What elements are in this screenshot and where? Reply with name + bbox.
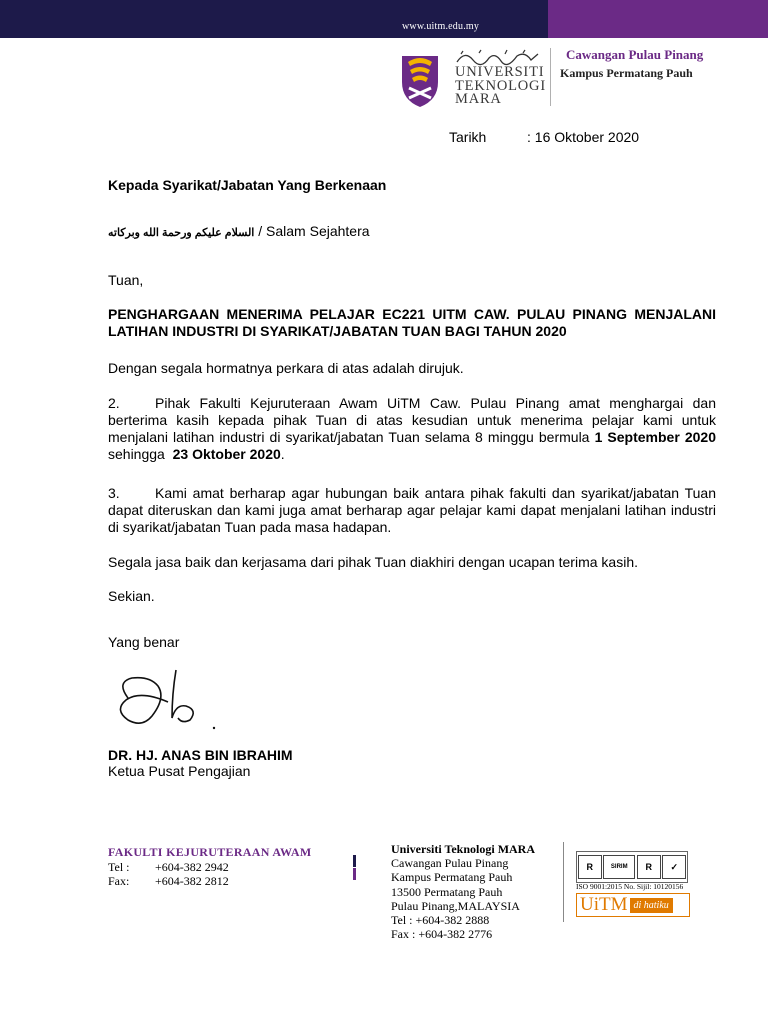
- uitm-crest-logo: [400, 52, 440, 108]
- branch-name: Cawangan Pulau Pinang: [566, 47, 704, 62]
- footer-fax: +604-382 2812: [155, 874, 229, 888]
- footer-department: FAKULTI KEJURUTERAAN AWAM: [108, 845, 312, 859]
- iso-certificate: ISO 9001:2015 No. Sijil: 10120156: [576, 882, 684, 891]
- paragraph-3: 3. Kami amat berharap agar hubungan baik antara pihak fakulti dan syarikat/jabatan Tuan dapat diteruskan dan kami juga amat berharap agar pelajar kami dapat menjalani latihan industri di syarikat/jabatan Tuan pada masa hadapan.: [108, 485, 716, 535]
- date-label: Tarikh: [449, 129, 487, 145]
- signoff: Yang benar: [108, 634, 180, 650]
- certification-logos: [576, 851, 688, 883]
- sirim-logo-icon: SIRIM: [603, 855, 635, 879]
- signer-title: Ketua Pusat Pengajian: [108, 763, 251, 779]
- arabic-greeting: السلام عليكم ورحمة الله وبركاته: [108, 227, 255, 239]
- footer-tel: +604-382 2942: [155, 860, 229, 874]
- campus-name: Kampus Permatang Pauh: [560, 66, 693, 80]
- uitm-di-hatiku-logo: UiTM di hatiku: [576, 893, 690, 917]
- cert-r2-icon: R: [637, 855, 661, 879]
- footer-address: Universiti Teknologi MARA Cawangan Pulau Pinang Kampus Permatang Pauh 13500 Permatang Pauh Pulau Pinang,MALAYSIA Tel : +604-382 2888 Fax : +604-382 2776: [391, 842, 536, 942]
- paragraph-2: 2. Pihak Fakulti Kejuruteraan Awam UiTM Caw. Pulau Pinang amat menghargai dan berterima kasih kepada pihak Tuan di atas kesudian untuk menerima pelajar kami untuk menjalani latihan industri di syarikat/jabatan Tuan selama 8 minggu bermula 1 September 2020 sehingga 23 Oktober 2020.: [108, 395, 716, 462]
- footer-bar-navy: [353, 855, 356, 867]
- university-name: UNIVERSITI TEKNOLOGI MARA: [455, 64, 546, 107]
- footer-bar-purple: [353, 868, 356, 880]
- header-accent: [548, 0, 768, 38]
- handwritten-signature: [106, 664, 226, 736]
- paragraph-4: Segala jasa baik dan kerjasama dari pihak Tuan diakhiri dengan ucapan terima kasih.: [108, 554, 638, 570]
- cert-r-icon: R: [578, 855, 602, 879]
- paragraph-1: Dengan segala hormatnya perkara di atas adalah dirujuk.: [108, 360, 464, 376]
- signer-name: DR. HJ. ANAS BIN IBRAHIM: [108, 747, 293, 763]
- greeting: السلام عليكم ورحمة الله وبركاته / Salam Sejahtera: [108, 223, 370, 239]
- subject: PENGHARGAAN MENERIMA PELAJAR EC221 UITM CAW. PULAU PINANG MENJALANI LATIHAN INDUSTRI DI SYARIKAT/JABATAN TUAN BAGI TAHUN 2020: [108, 306, 716, 339]
- footer-divider: [563, 842, 564, 922]
- closing: Sekian.: [108, 588, 155, 604]
- website-url: www.uitm.edu.my: [402, 21, 480, 32]
- header-divider: [550, 48, 551, 106]
- date-value: : 16 Oktober 2020: [527, 129, 640, 145]
- salutation: Tuan,: [108, 272, 144, 288]
- recipient: Kepada Syarikat/Jabatan Yang Berkenaan: [108, 177, 387, 193]
- footer-tel-label: Tel :: [108, 860, 130, 874]
- header-bar: [0, 0, 768, 38]
- footer-fax-label: Fax:: [108, 874, 130, 888]
- cert-check-icon: ✓: [662, 855, 686, 879]
